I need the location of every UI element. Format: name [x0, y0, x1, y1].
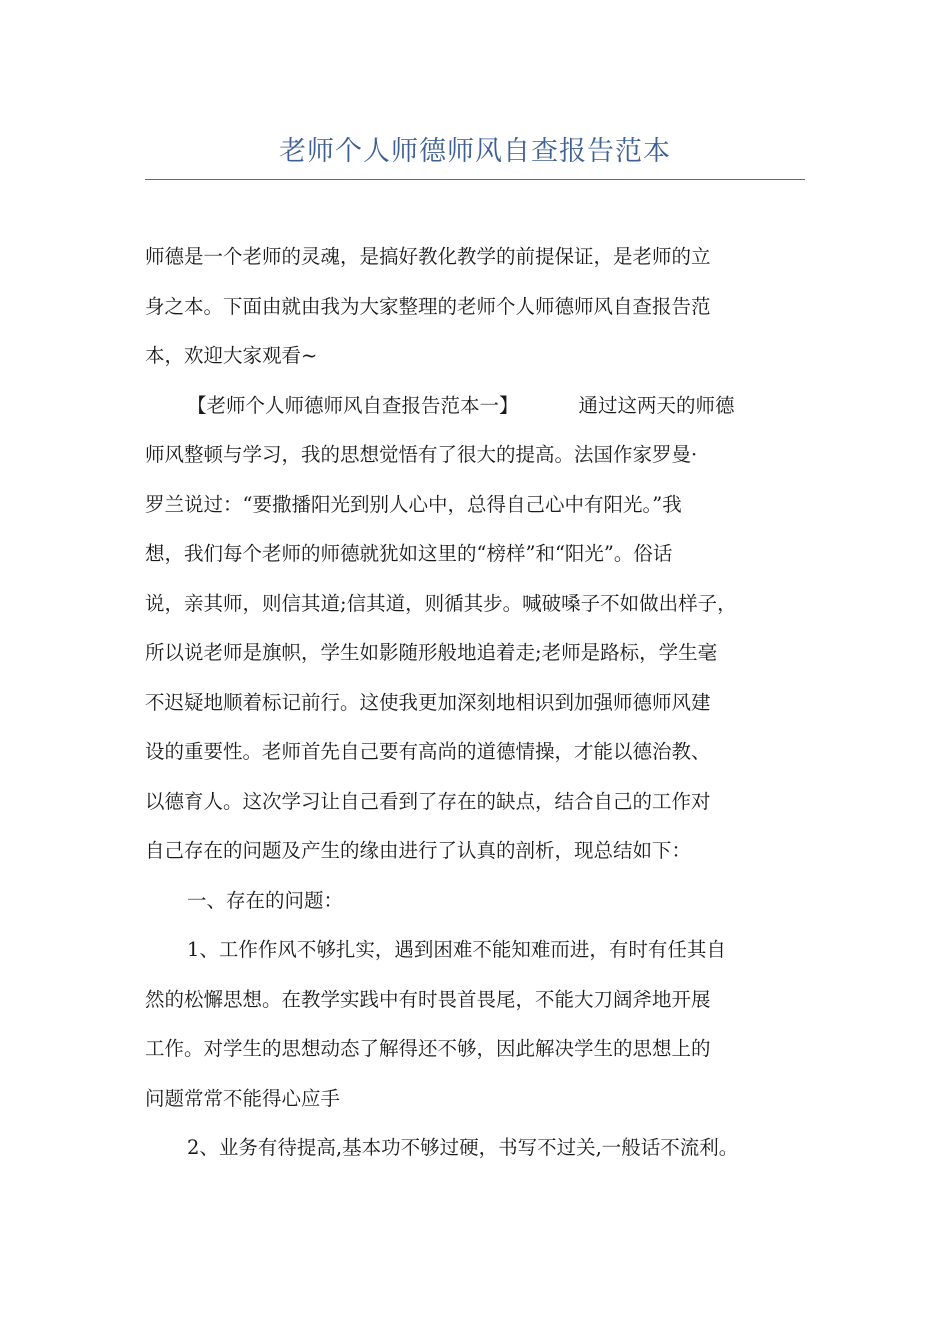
body-line: 师德是一个老师的灵魂，是搞好教化教学的前提保证，是老师的立: [145, 245, 711, 268]
body-line: 不迟疑地顺着标记前行。这使我更加深刻地相识到加强师德师风建: [145, 690, 711, 714]
subsection-heading: 一、存在的问题：: [187, 888, 344, 912]
body-line: 说，亲其师，则信其道;信其道，则循其步。喊破嗓子不如做出样子，: [145, 591, 737, 615]
body-line: 问题常常不能得心应手: [145, 1086, 341, 1110]
document-body: [145, 232, 825, 1173]
body-line: 身之本。下面由就由我为大家整理的老师个人师德师风自查报告范: [145, 294, 711, 318]
body-line: 师风整顿与学习，我的思想觉悟有了很大的提高。法国作家罗曼·: [145, 443, 698, 466]
body-line: 2、业务有待提高,基本功不够过硬，书写不过关,一般话不流利。: [187, 1136, 739, 1159]
body-line: 罗兰说过：“要撒播阳光到别人心中，总得自己心中有阳光。”我: [145, 492, 682, 516]
body-line: 以德育人。这次学习让自己看到了存在的缺点，结合自己的工作对: [145, 789, 711, 813]
body-line: 自己存在的问题及产生的缘由进行了认真的剖析，现总结如下：: [145, 839, 692, 862]
body-line: 1、工作作风不够扎实，遇到困难不能知难而进，有时有任其自: [187, 938, 726, 961]
section-heading-one: 【老师个人师德师风自查报告范本一】: [187, 393, 519, 417]
body-line: 本，欢迎大家观看~: [145, 344, 318, 367]
body-line: [145, 381, 825, 431]
title-underline: [145, 179, 805, 180]
body-line: 工作。对学生的思想动态了解得还不够，因此解决学生的思想上的: [145, 1037, 711, 1060]
body-line: 想，我们每个老师的师德就犹如这里的“榜样”和“阳光”。俗话: [145, 542, 673, 565]
body-line: 然的松懈思想。在教学实践中有时畏首畏尾，不能大刀阔斧地开展: [145, 987, 711, 1011]
body-line: 所以说老师是旗帜，学生如影随形般地追着走;老师是路标，学生毫: [145, 641, 718, 664]
body-line: 设的重要性。老师首先自己要有高尚的道德情操，才能以德治教、: [145, 740, 711, 763]
document-title: 老师个人师德师风自查报告范本: [279, 136, 671, 167]
body-line-fragment: 通过这两天的师德: [578, 393, 735, 417]
